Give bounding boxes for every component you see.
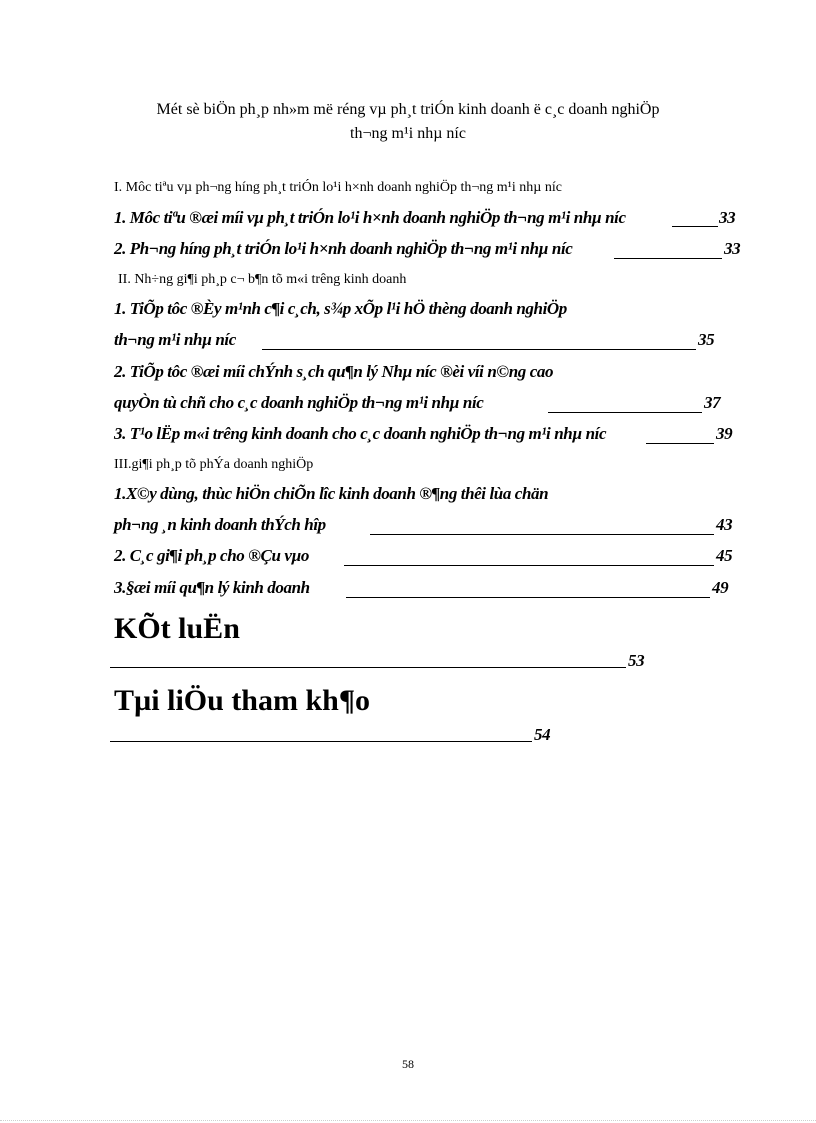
document-title-line-2: th¬ng m¹i nhµ níc: [350, 125, 466, 142]
toc-entry-3-3: 3.§æi míi qu¶n lý kinh doanh: [114, 578, 310, 597]
toc-entry-3-3-page: 49: [712, 578, 729, 597]
references-heading: Tµi liÖu tham kh¶o: [114, 684, 371, 717]
toc-entry-3-1-line-2: ph¬ng ¸n kinh doanh thÝch hîp: [114, 515, 326, 534]
toc-entry-2-1-line-1: 1. TiÕp tôc ®Èy m¹nh c¶i c¸ch, s¾p xÕp l¹i hÖ thèng doanh nghiÖp: [114, 299, 567, 318]
page-bottom-border: [0, 1120, 816, 1121]
toc-entry-3-2: 2. C¸c gi¶i ph¸p cho ®Çu vµo: [114, 546, 309, 565]
leader-line: [672, 226, 718, 227]
leader-line: [614, 258, 722, 259]
conclusion-page: 53: [628, 651, 645, 670]
leader-line: [346, 597, 710, 598]
leader-line: [344, 565, 714, 566]
toc-entry-1-1: 1. Môc tiªu ®æi míi vµ ph¸t triÓn lo¹i h×nh doanh nghiÖp th¬ng m¹i nhµ níc: [114, 208, 626, 227]
toc-section-1-heading: I. Môc tiªu vµ ph¬ng híng ph¸t triÓn lo¹i h×nh doanh nghiÖp th¬ng m¹i nhµ níc: [114, 180, 562, 195]
leader-line: [370, 534, 714, 535]
toc-entry-2-2-page: 37: [704, 393, 721, 412]
toc-entry-1-1-page: 33: [719, 208, 736, 227]
leader-line: [262, 349, 696, 350]
toc-section-3-heading: III.gi¶i ph¸p tõ phÝa doanh nghiÖp: [114, 457, 314, 472]
toc-entry-1-2-page: 33: [724, 239, 741, 258]
page-number: 58: [402, 1057, 414, 1071]
toc-entry-2-1-line-2: th¬ng m¹i nhµ níc: [114, 330, 236, 349]
toc-entry-1-2: 2. Ph¬ng híng ph¸t triÓn lo¹i h×nh doanh nghiÖp th¬ng m¹i nhµ níc: [114, 239, 573, 258]
leader-line: [548, 412, 702, 413]
toc-entry-2-1-page: 35: [698, 330, 715, 349]
conclusion-heading: KÕt luËn: [114, 612, 240, 645]
leader-line: [110, 741, 532, 742]
leader-line: [110, 667, 626, 668]
references-page: 54: [534, 725, 551, 744]
toc-entry-2-3-page: 39: [716, 424, 733, 443]
toc-entry-2-2-line-2: quyÒn tù chñ cho c¸c doanh nghiÖp th¬ng m¹i nhµ níc: [114, 393, 484, 412]
toc-entry-3-2-page: 45: [716, 546, 733, 565]
leader-line: [646, 443, 714, 444]
toc-entry-3-1-page: 43: [716, 515, 733, 534]
toc-entry-3-1-line-1: 1.X©y dùng, thùc hiÖn chiÕn lîc kinh doanh ®¶ng thêi lùa chän: [114, 484, 549, 503]
toc-entry-2-2-line-1: 2. TiÕp tôc ®æi míi chÝnh s¸ch qu¶n lý Nhµ níc ®èi víi n©ng cao: [114, 362, 554, 381]
toc-section-2-heading: II. Nh÷ng gi¶i ph¸p c¬ b¶n tõ m«i trêng kinh doanh: [118, 272, 407, 287]
toc-entry-2-3: 3. T¹o lËp m«i trêng kinh doanh cho c¸c doanh nghiÖp th¬ng m¹i nhµ níc: [114, 424, 607, 443]
document-title-line-1: Mét sè biÖn ph¸p nh»m më réng vµ ph¸t triÓn kinh doanh ë c¸c doanh nghiÖp: [156, 101, 660, 118]
